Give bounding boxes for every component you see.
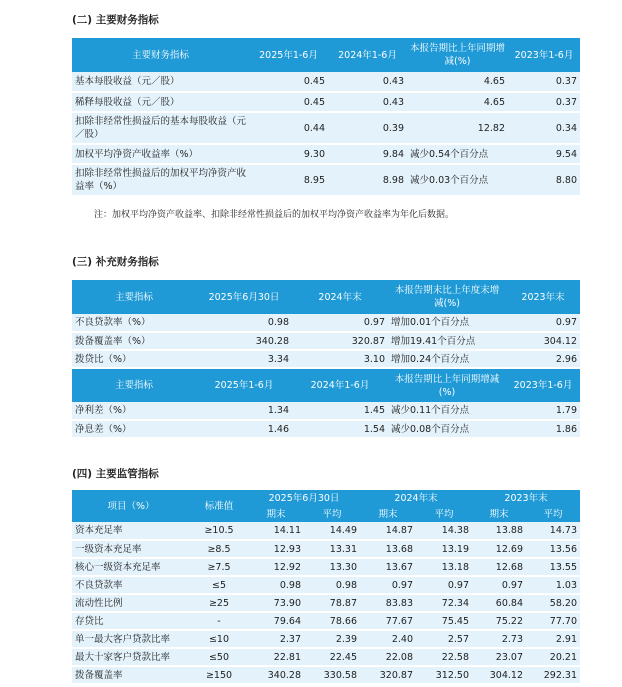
row-label: 不良贷款率（%） bbox=[72, 314, 196, 332]
row-label: 扣除非经常性损益后的加权平均净资产收益率（%） bbox=[72, 164, 249, 196]
regulatory-table bbox=[72, 490, 580, 685]
col-header-item: 项目（%） bbox=[72, 490, 190, 522]
cell: 13.88 bbox=[472, 522, 526, 540]
cell: 14.49 bbox=[304, 522, 360, 540]
cell: 13.18 bbox=[416, 558, 472, 576]
col-header: 2025年6月30日 bbox=[196, 280, 292, 314]
cell: 0.37 bbox=[508, 72, 580, 92]
cell: 0.97 bbox=[292, 314, 388, 332]
cell: 72.34 bbox=[416, 594, 472, 612]
supplementary-table bbox=[72, 280, 580, 439]
col-header: 2023年1-6月 bbox=[506, 368, 580, 402]
row-label: 扣除非经常性损益后的基本每股收益（元／股） bbox=[72, 112, 249, 144]
col-subheader: 期末 bbox=[248, 506, 304, 522]
cell: 0.39 bbox=[328, 112, 407, 144]
cell: 3.34 bbox=[196, 350, 292, 368]
col-group-header: 2025年6月30日 bbox=[248, 490, 360, 506]
cell: 0.97 bbox=[472, 576, 526, 594]
row-label: 净息差（%） bbox=[72, 420, 196, 438]
cell: 0.37 bbox=[508, 92, 580, 112]
table-row bbox=[72, 522, 580, 540]
cell: 292.31 bbox=[526, 666, 580, 684]
cell: 2.91 bbox=[526, 630, 580, 648]
cell: 9.30 bbox=[249, 144, 328, 164]
cell: 1.79 bbox=[506, 402, 580, 420]
row-label: 拨备覆盖率（%） bbox=[72, 332, 196, 350]
table-row bbox=[72, 402, 580, 420]
cell: 0.98 bbox=[196, 314, 292, 332]
cell: 83.83 bbox=[360, 594, 416, 612]
cell: 2.73 bbox=[472, 630, 526, 648]
cell: 1.34 bbox=[196, 402, 292, 420]
cell: 0.97 bbox=[506, 314, 580, 332]
cell: 2.39 bbox=[304, 630, 360, 648]
standard-value: ≥8.5 bbox=[190, 540, 248, 558]
row-label: 资本充足率 bbox=[72, 522, 190, 540]
cell: 304.12 bbox=[472, 666, 526, 684]
cell: 330.58 bbox=[304, 666, 360, 684]
cell: 8.98 bbox=[328, 164, 407, 196]
cell: 2.40 bbox=[360, 630, 416, 648]
cell: 减少0.03个百分点 bbox=[407, 164, 508, 196]
cell: 0.43 bbox=[328, 72, 407, 92]
cell: 12.92 bbox=[248, 558, 304, 576]
cell: 0.44 bbox=[249, 112, 328, 144]
cell: 320.87 bbox=[360, 666, 416, 684]
cell: 12.68 bbox=[472, 558, 526, 576]
cell: 1.03 bbox=[526, 576, 580, 594]
cell: 减少0.11个百分点 bbox=[388, 402, 506, 420]
cell: 0.97 bbox=[416, 576, 472, 594]
standard-value: ≥150 bbox=[190, 666, 248, 684]
table-row bbox=[72, 112, 580, 144]
cell: 13.67 bbox=[360, 558, 416, 576]
row-label: 拨贷比（%） bbox=[72, 350, 196, 368]
table-row bbox=[72, 630, 580, 648]
table-row bbox=[72, 666, 580, 684]
standard-value: ≤5 bbox=[190, 576, 248, 594]
cell: 23.07 bbox=[472, 648, 526, 666]
col-header: 本报告期比上年同期增减(%) bbox=[407, 38, 508, 72]
section-title-regulatory: (四) 主要监管指标 bbox=[72, 468, 159, 480]
table-row bbox=[72, 164, 580, 196]
standard-value: - bbox=[190, 612, 248, 630]
cell: 0.98 bbox=[248, 576, 304, 594]
cell: 1.54 bbox=[292, 420, 388, 438]
standard-value: ≥7.5 bbox=[190, 558, 248, 576]
cell: 0.43 bbox=[328, 92, 407, 112]
table-row bbox=[72, 350, 580, 368]
cell: 75.45 bbox=[416, 612, 472, 630]
cell: 14.73 bbox=[526, 522, 580, 540]
standard-value: ≤10 bbox=[190, 630, 248, 648]
cell: 22.58 bbox=[416, 648, 472, 666]
table-row bbox=[72, 92, 580, 112]
cell: 77.67 bbox=[360, 612, 416, 630]
row-label: 净利差（%） bbox=[72, 402, 196, 420]
main-financial-table bbox=[72, 38, 580, 197]
row-label: 基本每股收益（元／股） bbox=[72, 72, 249, 92]
col-header: 2023年1-6月 bbox=[508, 38, 580, 72]
table-row bbox=[72, 576, 580, 594]
section-title-main-financial: (二) 主要财务指标 bbox=[72, 14, 159, 26]
cell: 12.93 bbox=[248, 540, 304, 558]
table-row bbox=[72, 314, 580, 332]
cell: 79.64 bbox=[248, 612, 304, 630]
cell: 0.45 bbox=[249, 72, 328, 92]
cell: 减少0.54个百分点 bbox=[407, 144, 508, 164]
cell: 78.87 bbox=[304, 594, 360, 612]
table-row bbox=[72, 72, 580, 92]
col-group-header: 2024年末 bbox=[360, 490, 472, 506]
cell: 340.28 bbox=[248, 666, 304, 684]
row-label: 单一最大客户贷款比率 bbox=[72, 630, 190, 648]
cell: 3.10 bbox=[292, 350, 388, 368]
row-label: 稀释每股收益（元／股） bbox=[72, 92, 249, 112]
cell: 320.87 bbox=[292, 332, 388, 350]
cell: 2.96 bbox=[506, 350, 580, 368]
cell: 增加19.41个百分点 bbox=[388, 332, 506, 350]
cell: 13.68 bbox=[360, 540, 416, 558]
cell: 304.12 bbox=[506, 332, 580, 350]
cell: 9.84 bbox=[328, 144, 407, 164]
row-label: 拨备覆盖率 bbox=[72, 666, 190, 684]
cell: 增加0.01个百分点 bbox=[388, 314, 506, 332]
col-subheader: 平均 bbox=[526, 506, 580, 522]
table-row bbox=[72, 648, 580, 666]
cell: 312.50 bbox=[416, 666, 472, 684]
table-note: 注：加权平均净资产收益率、扣除非经常性损益后的加权平均净资产收益率为年化后数据。 bbox=[94, 210, 455, 220]
standard-value: ≥10.5 bbox=[190, 522, 248, 540]
table-row bbox=[72, 420, 580, 438]
col-header: 2025年1-6月 bbox=[196, 368, 292, 402]
cell: 8.95 bbox=[249, 164, 328, 196]
col-header: 2024年1-6月 bbox=[328, 38, 407, 72]
table-row bbox=[72, 144, 580, 164]
col-header: 2023年末 bbox=[506, 280, 580, 314]
cell: 22.81 bbox=[248, 648, 304, 666]
col-header-standard: 标准值 bbox=[190, 490, 248, 522]
col-subheader: 期末 bbox=[472, 506, 526, 522]
col-header: 2024年1-6月 bbox=[292, 368, 388, 402]
cell: 0.34 bbox=[508, 112, 580, 144]
col-header: 主要指标 bbox=[72, 280, 196, 314]
cell: 8.80 bbox=[508, 164, 580, 196]
cell: 13.30 bbox=[304, 558, 360, 576]
standard-value: ≤50 bbox=[190, 648, 248, 666]
row-label: 存贷比 bbox=[72, 612, 190, 630]
cell: 14.38 bbox=[416, 522, 472, 540]
cell: 1.86 bbox=[506, 420, 580, 438]
cell: 4.65 bbox=[407, 92, 508, 112]
col-header: 本报告期比上年同期增减(%) bbox=[388, 368, 506, 402]
cell: 340.28 bbox=[196, 332, 292, 350]
row-label: 一级资本充足率 bbox=[72, 540, 190, 558]
cell: 75.22 bbox=[472, 612, 526, 630]
row-label: 不良贷款率 bbox=[72, 576, 190, 594]
cell: 22.08 bbox=[360, 648, 416, 666]
table-row bbox=[72, 612, 580, 630]
cell: 13.55 bbox=[526, 558, 580, 576]
col-subheader: 平均 bbox=[416, 506, 472, 522]
col-subheader: 平均 bbox=[304, 506, 360, 522]
cell: 2.37 bbox=[248, 630, 304, 648]
cell: 73.90 bbox=[248, 594, 304, 612]
cell: 12.69 bbox=[472, 540, 526, 558]
table-row bbox=[72, 332, 580, 350]
cell: 12.82 bbox=[407, 112, 508, 144]
col-header: 2025年1-6月 bbox=[249, 38, 328, 72]
cell: 9.54 bbox=[508, 144, 580, 164]
cell: 1.46 bbox=[196, 420, 292, 438]
cell: 14.11 bbox=[248, 522, 304, 540]
col-header: 主要指标 bbox=[72, 368, 196, 402]
col-header: 主要财务指标 bbox=[72, 38, 249, 72]
cell: 14.87 bbox=[360, 522, 416, 540]
row-label: 加权平均净资产收益率（%） bbox=[72, 144, 249, 164]
col-group-header: 2023年末 bbox=[472, 490, 580, 506]
standard-value: ≥25 bbox=[190, 594, 248, 612]
cell: 13.56 bbox=[526, 540, 580, 558]
cell: 0.97 bbox=[360, 576, 416, 594]
table-row bbox=[72, 594, 580, 612]
cell: 增加0.24个百分点 bbox=[388, 350, 506, 368]
table-row bbox=[72, 540, 580, 558]
cell: 2.57 bbox=[416, 630, 472, 648]
section-title-supplementary: (三) 补充财务指标 bbox=[72, 256, 159, 268]
cell: 减少0.08个百分点 bbox=[388, 420, 506, 438]
cell: 60.84 bbox=[472, 594, 526, 612]
col-header: 2024年末 bbox=[292, 280, 388, 314]
cell: 13.31 bbox=[304, 540, 360, 558]
cell: 0.98 bbox=[304, 576, 360, 594]
cell: 58.20 bbox=[526, 594, 580, 612]
cell: 0.45 bbox=[249, 92, 328, 112]
table-row bbox=[72, 558, 580, 576]
col-header: 本报告期末比上年度末增减(%) bbox=[388, 280, 506, 314]
cell: 77.70 bbox=[526, 612, 580, 630]
cell: 78.66 bbox=[304, 612, 360, 630]
col-subheader: 期末 bbox=[360, 506, 416, 522]
cell: 20.21 bbox=[526, 648, 580, 666]
row-label: 流动性比例 bbox=[72, 594, 190, 612]
cell: 13.19 bbox=[416, 540, 472, 558]
cell: 4.65 bbox=[407, 72, 508, 92]
row-label: 最大十家客户贷款比率 bbox=[72, 648, 190, 666]
cell: 22.45 bbox=[304, 648, 360, 666]
cell: 1.45 bbox=[292, 402, 388, 420]
row-label: 核心一级资本充足率 bbox=[72, 558, 190, 576]
